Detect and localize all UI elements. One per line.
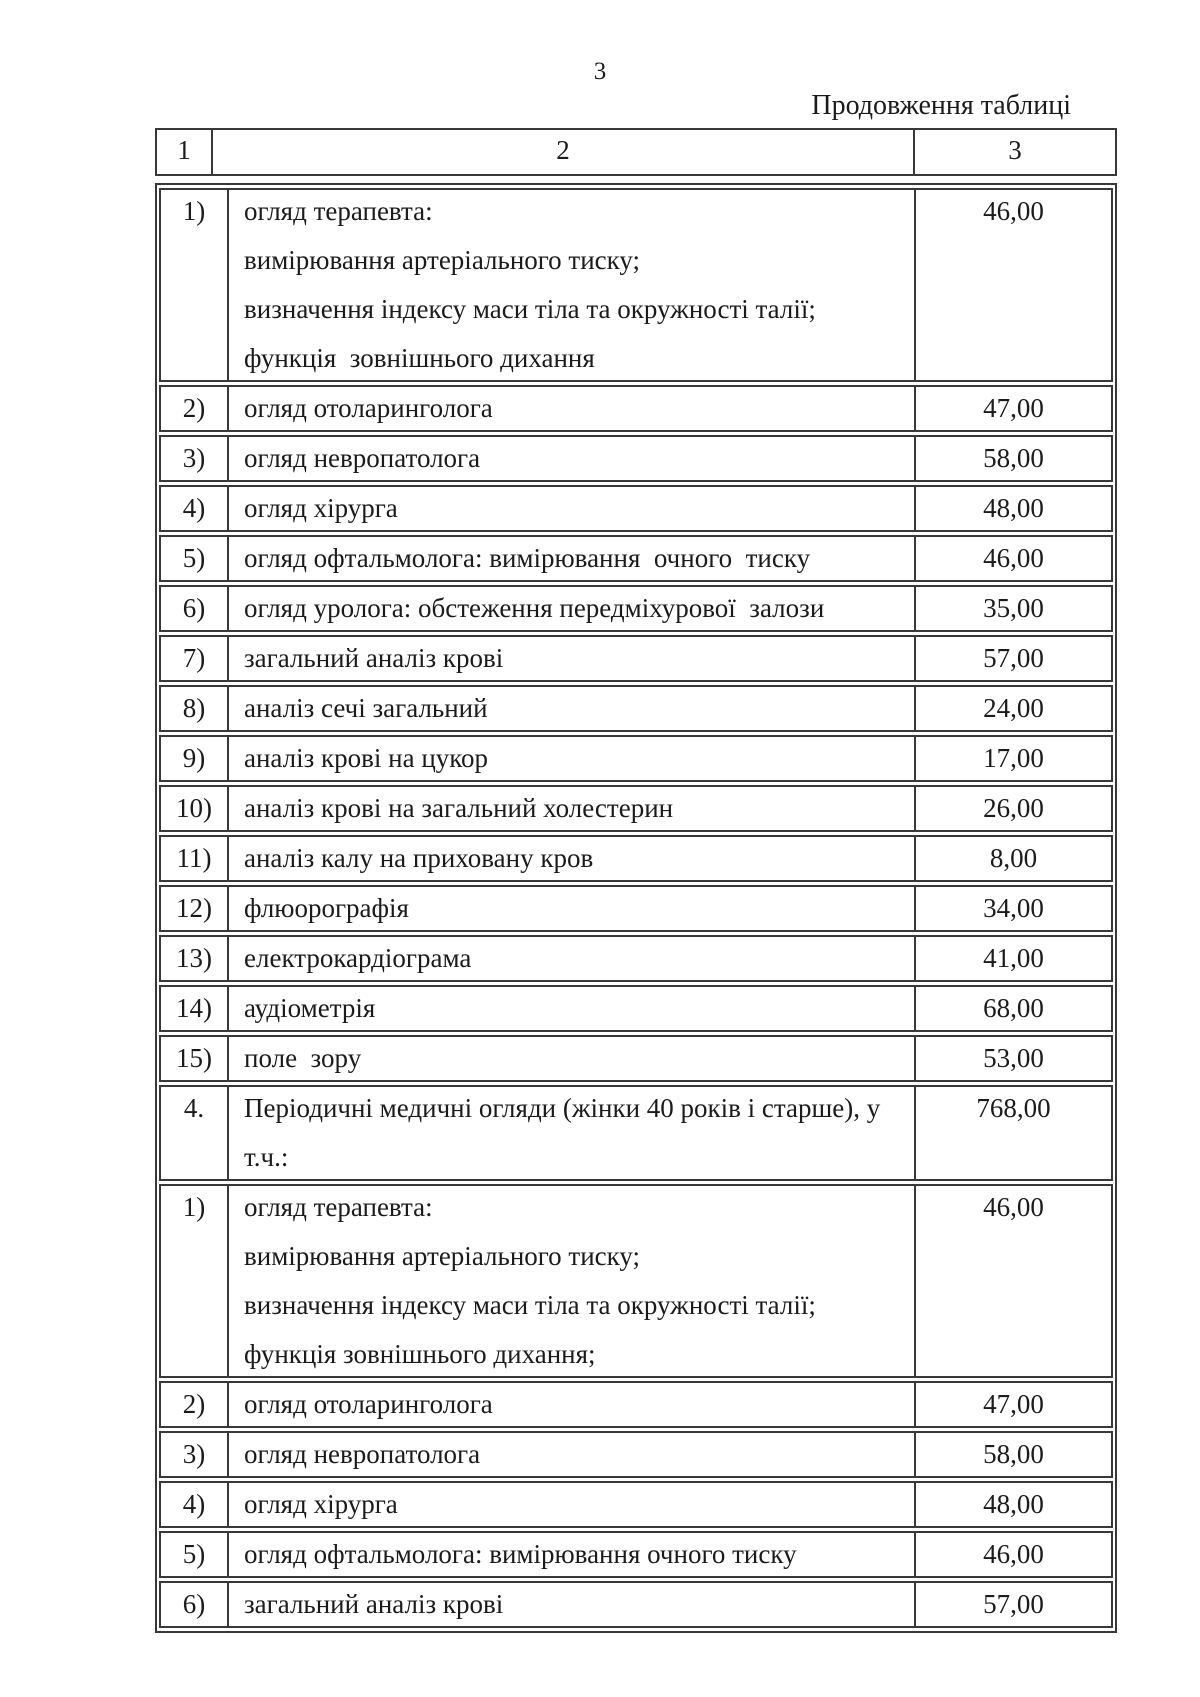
price-cell — [914, 585, 1113, 632]
service-description-cell — [227, 985, 914, 1032]
service-description-cell — [227, 635, 914, 682]
service-line: аналіз калу на приховану кров — [244, 843, 594, 873]
table-row — [159, 485, 1113, 532]
price-value: 47,00 — [983, 1389, 1044, 1419]
table-row — [159, 1531, 1113, 1578]
header-cell-col3: 3 — [914, 130, 1115, 174]
price-value: 57,00 — [983, 643, 1044, 673]
service-line: огляд невропатолога — [244, 443, 481, 473]
table-row — [159, 535, 1113, 582]
row-number: 2) — [182, 393, 206, 423]
table-row — [159, 835, 1113, 882]
service-line: огляд невропатолога — [244, 1439, 481, 1469]
table-row — [159, 1085, 1113, 1181]
price-cell — [914, 385, 1113, 432]
row-number-cell — [159, 435, 227, 482]
row-number-cell — [159, 835, 227, 882]
row-number: 11) — [176, 843, 212, 873]
price-cell — [914, 985, 1113, 1032]
price-cell — [914, 485, 1113, 532]
service-line: визначення індексу маси тіла та окружності талії; — [244, 1290, 816, 1320]
table-row — [159, 1035, 1113, 1082]
row-number-cell — [159, 885, 227, 932]
table-continuation-label: Продовження таблиці — [811, 90, 1071, 121]
row-number-cell — [159, 1085, 227, 1181]
row-number: 5) — [182, 543, 206, 573]
row-number-cell — [159, 188, 227, 382]
row-number: 9) — [182, 743, 206, 773]
row-number: 14) — [176, 993, 212, 1023]
price-value: 58,00 — [983, 1439, 1044, 1469]
service-line: огляд терапевта: — [244, 196, 433, 226]
row-number-cell — [159, 1184, 227, 1378]
row-number-cell — [159, 585, 227, 632]
price-value: 768,00 — [976, 1093, 1051, 1123]
price-value: 57,00 — [983, 1589, 1044, 1619]
price-cell — [914, 1381, 1113, 1428]
row-number-cell — [159, 1531, 227, 1578]
service-line: огляд хірурга — [244, 1489, 398, 1519]
service-line: т.ч.: — [244, 1142, 289, 1172]
table-row — [159, 685, 1113, 732]
service-description-cell — [227, 735, 914, 782]
row-number-cell — [159, 935, 227, 982]
table-row — [159, 635, 1113, 682]
price-value: 26,00 — [983, 793, 1044, 823]
row-number: 6) — [182, 593, 206, 623]
price-value: 47,00 — [983, 393, 1044, 423]
price-value: 48,00 — [983, 1489, 1044, 1519]
price-cell — [914, 435, 1113, 482]
service-line: огляд уролога: обстеження передміхурової залози — [244, 593, 825, 623]
service-description-cell — [227, 485, 914, 532]
header-cell-col2: 2 — [212, 130, 914, 174]
row-number: 8) — [182, 693, 206, 723]
service-line: огляд хірурга — [244, 493, 398, 523]
header-cell-col1: 1 — [177, 135, 191, 165]
price-value: 24,00 — [983, 693, 1044, 723]
price-cell — [914, 635, 1113, 682]
row-number-cell — [159, 635, 227, 682]
price-cell — [914, 735, 1113, 782]
price-cell — [914, 1581, 1113, 1628]
table-row — [159, 1381, 1113, 1428]
service-description-cell — [227, 685, 914, 732]
service-description-cell — [227, 585, 914, 632]
price-cell — [914, 188, 1113, 382]
row-number: 7) — [182, 643, 206, 673]
service-line: загальний аналіз крові — [244, 643, 504, 673]
price-cell — [914, 1085, 1113, 1181]
price-cell — [914, 1431, 1113, 1478]
price-value: 46,00 — [983, 196, 1044, 226]
price-cell — [914, 935, 1113, 982]
price-value: 48,00 — [983, 493, 1044, 523]
price-cell — [914, 885, 1113, 932]
service-line: вимірювання артеріального тиску; — [244, 1241, 641, 1271]
table-row — [159, 785, 1113, 832]
price-value: 58,00 — [983, 443, 1044, 473]
service-description-cell — [227, 1481, 914, 1528]
row-number-cell — [159, 685, 227, 732]
table-row — [159, 435, 1113, 482]
row-number-cell — [159, 535, 227, 582]
price-value: 46,00 — [983, 1192, 1044, 1222]
service-line: функція зовнішнього дихання; — [244, 1339, 596, 1369]
row-number: 5) — [182, 1539, 206, 1569]
price-value: 53,00 — [983, 1043, 1044, 1073]
service-description-cell — [227, 1381, 914, 1428]
service-description-cell — [227, 1431, 914, 1478]
row-number-cell — [159, 385, 227, 432]
service-line: огляд терапевта: — [244, 1192, 433, 1222]
service-line: Періодичні медичні огляди (жінки 40 років і старше), у — [244, 1093, 881, 1123]
service-line: огляд офтальмолога: вимірювання очного тиску — [244, 543, 811, 573]
service-description-cell — [227, 385, 914, 432]
row-number: 1) — [182, 196, 206, 226]
price-value: 35,00 — [983, 593, 1044, 623]
row-number: 6) — [182, 1589, 206, 1619]
service-line: визначення індексу маси тіла та окружності талії; — [244, 294, 816, 324]
page-number: 3 — [593, 58, 607, 85]
row-number: 15) — [176, 1043, 212, 1073]
service-line: аналіз крові на загальний холестерин — [244, 793, 674, 823]
table-row — [159, 1481, 1113, 1528]
row-number-cell — [159, 1581, 227, 1628]
price-cell — [914, 1531, 1113, 1578]
price-table — [155, 128, 1117, 1633]
service-line: поле зору — [244, 1043, 362, 1073]
table-row — [159, 985, 1113, 1032]
row-number-cell — [159, 1381, 227, 1428]
service-line: вимірювання артеріального тиску; — [244, 245, 641, 275]
table-row — [159, 385, 1113, 432]
price-value: 17,00 — [983, 743, 1044, 773]
row-number: 10) — [176, 793, 212, 823]
price-cell — [914, 535, 1113, 582]
service-line: огляд офтальмолога: вимірювання очного тиску — [244, 1539, 797, 1569]
price-cell — [914, 685, 1113, 732]
price-table-header — [155, 128, 1117, 176]
price-table-rows — [159, 188, 1113, 1628]
service-description-cell — [227, 1184, 914, 1378]
table-row — [159, 1581, 1113, 1628]
price-cell — [914, 1184, 1113, 1378]
table-row — [159, 585, 1113, 632]
price-cell — [914, 785, 1113, 832]
service-description-cell — [227, 188, 914, 382]
header-row — [157, 130, 1115, 174]
row-number-cell — [159, 1481, 227, 1528]
service-description-cell — [227, 1531, 914, 1578]
service-description-cell — [227, 885, 914, 932]
price-value: 8,00 — [989, 843, 1038, 873]
price-cell — [914, 835, 1113, 882]
service-line: аналіз крові на цукор — [244, 743, 489, 773]
price-value: 46,00 — [983, 543, 1044, 573]
price-cell — [914, 1481, 1113, 1528]
row-number-cell — [159, 485, 227, 532]
table-row — [159, 735, 1113, 782]
row-number: 1) — [182, 1192, 206, 1222]
service-description-cell — [227, 1085, 914, 1181]
service-line: флюорографія — [244, 893, 409, 923]
row-number: 4) — [182, 493, 206, 523]
row-number: 3) — [182, 1439, 206, 1469]
table-row — [159, 935, 1113, 982]
row-number: 4) — [182, 1489, 206, 1519]
service-line: електрокардіограма — [244, 943, 472, 973]
table-row — [159, 1431, 1113, 1478]
service-description-cell — [227, 1581, 914, 1628]
row-number-cell — [159, 985, 227, 1032]
service-line: загальний аналіз крові — [244, 1589, 504, 1619]
table-row — [159, 188, 1113, 382]
price-value: 41,00 — [983, 943, 1044, 973]
service-description-cell — [227, 1035, 914, 1082]
price-cell — [914, 1035, 1113, 1082]
row-number: 4. — [183, 1093, 205, 1123]
row-number: 3) — [182, 443, 206, 473]
service-line: огляд отоларинголога — [244, 393, 493, 423]
service-description-cell — [227, 785, 914, 832]
row-number: 2) — [182, 1389, 206, 1419]
service-description-cell — [227, 935, 914, 982]
row-number: 13) — [176, 943, 212, 973]
service-line: огляд отоларинголога — [244, 1389, 493, 1419]
service-line: аудіометрія — [244, 993, 376, 1023]
price-value: 46,00 — [983, 1539, 1044, 1569]
service-line: аналіз сечі загальний — [244, 693, 488, 723]
row-number-cell — [159, 735, 227, 782]
row-number-cell — [159, 1035, 227, 1082]
table-row — [159, 1184, 1113, 1378]
row-number-cell — [159, 785, 227, 832]
service-description-cell — [227, 435, 914, 482]
row-number-cell — [159, 1431, 227, 1478]
table-row — [159, 885, 1113, 932]
service-description-cell — [227, 535, 914, 582]
price-value: 68,00 — [983, 993, 1044, 1023]
service-description-cell — [227, 835, 914, 882]
row-number: 12) — [176, 893, 212, 923]
price-value: 34,00 — [983, 893, 1044, 923]
price-table-body — [155, 183, 1117, 1633]
service-line: функція зовнішнього дихання — [244, 343, 595, 373]
